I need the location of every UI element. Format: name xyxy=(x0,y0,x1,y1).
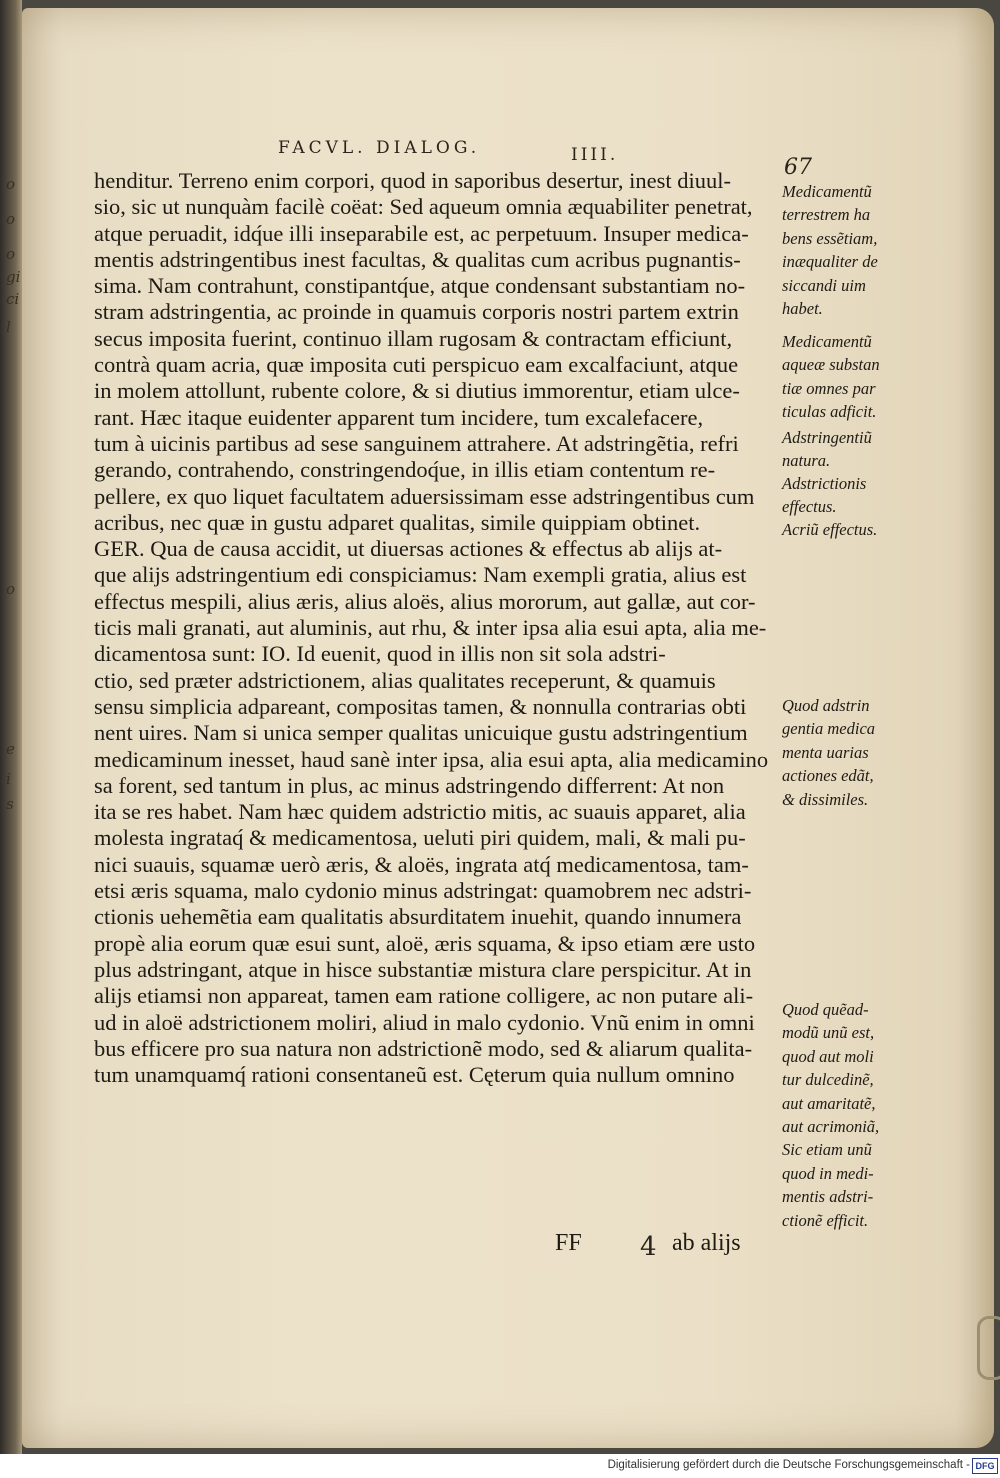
text-line: ctionis uehemẽtia eam qualitatis absurditatem inuehit, quando innumera xyxy=(94,904,742,930)
side-note-line: Medicamentũ xyxy=(782,332,872,351)
text-line: bus efficere pro sua natura non adstrictionẽ modo, sed & aliarum qualita- xyxy=(94,1035,753,1061)
text-line: nent uires. Nam si unica semper qualitas unicuique gustu adstringentium xyxy=(94,720,748,746)
prev-page-fragment: gi xyxy=(6,268,21,286)
signature-mark: FF xyxy=(555,1230,582,1256)
prev-page-fragment: l xyxy=(6,318,11,336)
side-note-line: mentis adstri- xyxy=(782,1187,874,1207)
side-note-line: gentia medica xyxy=(782,719,876,739)
catchword: ab alijs xyxy=(672,1230,741,1256)
side-note-line: habet. xyxy=(782,298,823,318)
text-line: GER. Qua de causa accidit, ut diuersas actiones & effectus ab alijs at- xyxy=(94,536,723,562)
side-note-line: Adstringentiũ xyxy=(782,428,872,447)
text-line: alijs etiamsi non appareat, tamen eam ratione colligere, ac non putare ali- xyxy=(94,983,754,1009)
prev-page-fragment: s xyxy=(6,795,14,813)
footer-bar xyxy=(0,1454,1000,1478)
text-line: tum à uicinis partibus ad sese sanguinem attrahere. At adstringẽtia, refri xyxy=(94,430,739,456)
side-note xyxy=(782,426,907,473)
text-line: dicamentosa sunt: IO. Id euenit, quod in illis non sit sola adstri- xyxy=(94,641,666,667)
side-note-line: aut amaritatẽ, xyxy=(782,1093,876,1113)
side-note xyxy=(782,180,907,320)
text-line: acribus, nec quæ in gustu adparet qualitas, simile quippiam obtinet. xyxy=(94,509,701,535)
side-note-line: effectus. xyxy=(782,497,837,517)
prev-page-fragment: i xyxy=(6,770,11,788)
prev-page-fragment: o xyxy=(6,175,16,193)
side-note-line: terrestrem ha xyxy=(782,205,871,225)
side-note-line: Quod quẽad- xyxy=(782,1000,869,1019)
text-line: rant. Hæc itaque euidenter apparent tum incidere, tum excalefacere, xyxy=(94,404,704,430)
text-line: mentis adstringentibus inest facultas, & qualitas cum acribus pugnantis- xyxy=(94,246,741,272)
side-note-line: ctionẽ efficit. xyxy=(782,1210,869,1230)
side-note-line: quod in medi- xyxy=(782,1163,874,1183)
side-note-line: modũ unũ est, xyxy=(782,1023,875,1043)
side-note-line: Adstrictionis xyxy=(782,474,867,493)
handwritten-number: 4 xyxy=(640,1232,657,1262)
book-page xyxy=(22,8,994,1448)
prev-page-fragment: o xyxy=(6,580,16,598)
folio-number: 67 xyxy=(784,155,812,180)
side-note-line: Quod adstrin xyxy=(782,696,870,715)
side-note-line: Medicamentũ xyxy=(782,182,872,201)
binding-clip xyxy=(977,1316,1000,1380)
prev-page-fragment: o xyxy=(6,245,16,263)
text-line: que alijs adstringentium edi conspiciamus: Nam exempli gratia, alius est xyxy=(94,562,747,588)
text-line: in molem attollunt, rubente colore, & si diutius immorentur, etiam ulce- xyxy=(94,378,740,404)
funding-credit: Digitalisierung gefördert durch die Deutsche Forschungsgemeinschaft - xyxy=(607,1459,970,1471)
text-line: gerando, contrahendo, constringendoq́ue, in illis etiam contentum re- xyxy=(94,457,716,483)
text-line: atque peruadit, idq́ue illi inseparabile est, ac perpetuum. Insuper medica- xyxy=(94,220,749,246)
side-note-line: aut acrimoniã, xyxy=(782,1116,880,1136)
prev-page-fragment: o xyxy=(6,210,16,228)
book-number: IIII. xyxy=(571,145,619,165)
text-line: sio, sic ut nunquàm facilè coëat: Sed aqueum omnia æquabiliter penetrat, xyxy=(94,194,753,220)
side-note-line: Acriũ effectus. xyxy=(782,520,878,539)
text-line: pellere, ex quo liquet facultatem aduersissimam esse adstringentibus cum xyxy=(94,483,755,509)
side-note-line: quod aut moli xyxy=(782,1046,874,1066)
running-title: FACVL. DIALOG. xyxy=(278,138,481,158)
side-note xyxy=(782,694,907,811)
text-line: ticis mali granati, aut aluminis, aut rhu, & inter ipsa alia esui apta, alia me- xyxy=(94,615,767,641)
side-note xyxy=(782,518,907,541)
side-note-line: Sic etiam unũ xyxy=(782,1140,872,1160)
side-note-line: actiones edãt, xyxy=(782,766,874,786)
side-note-line: menta uarias xyxy=(782,742,869,762)
side-note-line: natura. xyxy=(782,451,831,471)
side-note xyxy=(782,330,907,424)
side-note-line: tiæ omnes par xyxy=(782,378,876,398)
text-line: henditur. Terreno enim corpori, quod in saporibus desertur, inest diuul- xyxy=(94,168,731,193)
text-line: effectus mespili, alius æris, alius aloës, alius mororum, aut gallæ, aut cor- xyxy=(94,588,756,614)
text-line: propè alia eorum quæ esui sunt, aloë, æris squama, & ipso etiam ære usto xyxy=(94,930,756,956)
side-note-line: inæqualiter de xyxy=(782,252,878,272)
side-note xyxy=(782,998,907,1232)
side-note-line: tur dulcedinẽ, xyxy=(782,1070,874,1090)
dfg-logo: DFG xyxy=(972,1458,998,1474)
side-note-line: bens essẽtiam, xyxy=(782,228,878,248)
side-note xyxy=(782,472,907,519)
text-line: contrà quam acria, quæ imposita cuti perspicuo eam excalfaciunt, atque xyxy=(94,352,739,378)
text-line: ita se res habet. Nam hæc quidem adstrictio mitis, ac suauis apparet, alia xyxy=(94,799,746,825)
prev-page-fragment: ci xyxy=(6,290,20,308)
text-line: ud in aloë adstrictionem moliri, aliud in malo cydonio. Vnũ enim in omni xyxy=(94,1009,755,1035)
text-line: sensu simplicia adpareant, compositas tamen, & nonnulla contrarias obti xyxy=(94,693,747,719)
text-line: etsi æris squama, malo cydonio minus adstringat: quamobrem nec adstri- xyxy=(94,878,752,904)
text-line: ctio, sed præter adstrictionem, alias qualitates receperunt, & quamuis xyxy=(94,667,716,693)
text-line: stram adstringentia, ac proinde in quamuis corporis nostri partem extrin xyxy=(94,299,739,325)
text-line: sa forent, sed tantum in plus, ac minus adstringendo differrent: At non xyxy=(94,772,725,798)
prev-page-fragment: e xyxy=(6,740,15,758)
text-line: medicaminum inesset, haud sanè inter ipsa, alia esui apta, alia medicamino xyxy=(94,746,769,772)
previous-page-edge xyxy=(0,0,22,1454)
text-line: nici suauis, squamæ uerò æris, & aloës, ingrata atq́ medicamentosa, tam- xyxy=(94,851,749,877)
side-note-line: ticulas adficit. xyxy=(782,402,877,422)
text-line: sima. Nam contrahunt, constipantq́ue, atque condensant substantiam no- xyxy=(94,273,746,299)
main-text xyxy=(94,168,784,1088)
side-note-line: & dissimiles. xyxy=(782,789,869,809)
side-note-line: aqueæ substan xyxy=(782,355,880,375)
side-note-line: siccandi uim xyxy=(782,275,866,295)
text-line: secus imposita fuerint, continuo illam rugosam & contractam efficiunt, xyxy=(94,325,733,351)
text-line: tum unamquamq́ rationi consentaneũ est. Cęterum quia nullum omnino xyxy=(94,1062,735,1088)
text-line: molesta ingrataq́ & medicamentosa, ueluti piri quidem, mali, & mali pu- xyxy=(94,825,746,851)
text-line: plus adstringant, atque in hisce substantiæ mistura clare perspicitur. At in xyxy=(94,956,752,982)
